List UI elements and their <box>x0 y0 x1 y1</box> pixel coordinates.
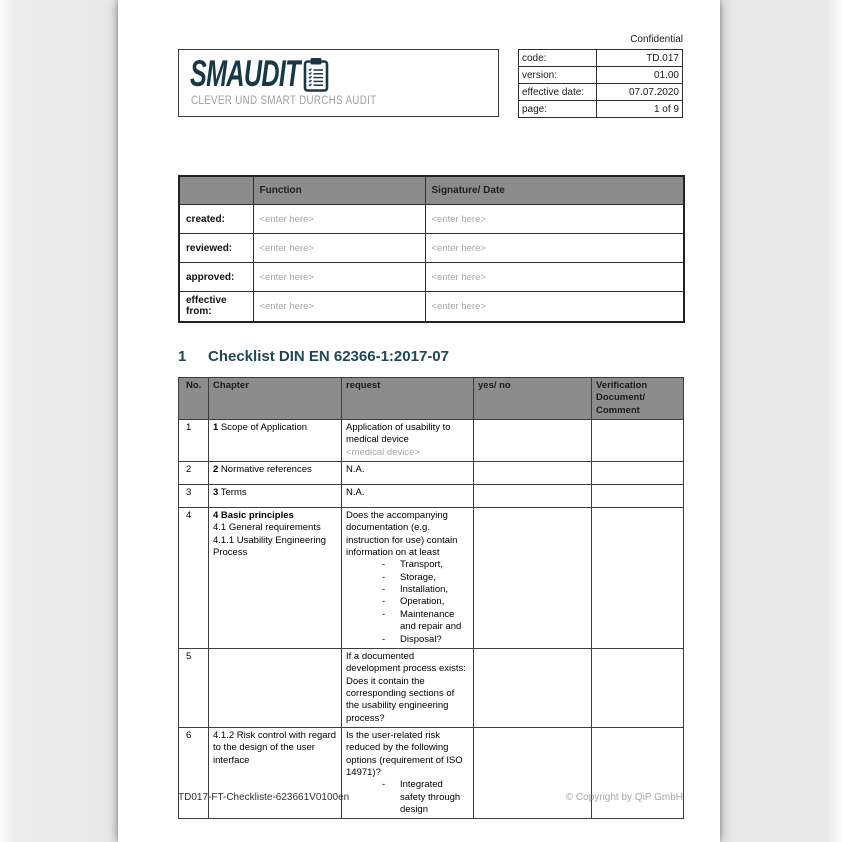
chapter-text: Normative references <box>218 464 312 476</box>
col-header-yes-no: yes/ no <box>474 378 592 420</box>
signature-date-entry-field[interactable]: <enter here> <box>425 263 684 292</box>
signature-col-signature-date: Signature/ Date <box>425 176 684 205</box>
chapter-text: 4.1 General requirements <box>213 522 321 534</box>
bullet-text: Integrated safety through design <box>400 779 461 815</box>
doc-info-table <box>518 49 683 118</box>
checklist-row <box>179 727 684 818</box>
request-text: N.A. <box>346 487 365 499</box>
col-header-no: No. <box>179 378 209 420</box>
clipboard-icon <box>303 57 329 98</box>
checklist-row <box>179 420 684 462</box>
signature-row-label: effective from: <box>179 292 253 322</box>
request-text: Is the user-related risk reduced by the following options (requirement of ISO 14971)? <box>346 729 463 778</box>
no-cell: 5 <box>179 648 209 727</box>
doc-info-row <box>519 84 683 101</box>
yes-no-cell[interactable] <box>474 420 592 462</box>
bullet-text: Operation, <box>400 596 445 608</box>
no-cell: 4 <box>179 508 209 649</box>
chapter-line <box>213 487 338 499</box>
logo-tagline: CLEVER UND SMART DURCHS AUDIT <box>191 95 377 107</box>
verification-comment-cell[interactable] <box>592 420 684 462</box>
request-cell <box>342 727 474 818</box>
chapter-line <box>213 730 338 767</box>
checklist-row <box>179 485 684 508</box>
chapter-text: 4.1.1 Usability Engineering Process <box>213 534 327 559</box>
request-placeholder[interactable]: <medical device> <box>346 446 420 458</box>
signature-col-function: Function <box>253 176 425 205</box>
chapter-text: 3 <box>213 487 219 499</box>
signature-row-label: created: <box>179 205 253 234</box>
yes-no-cell[interactable] <box>474 462 592 485</box>
logo-wordmark: SMAUDIT <box>190 53 300 94</box>
signature-date-entry-field[interactable]: <enter here> <box>425 205 684 234</box>
chapter-line <box>213 510 338 522</box>
signature-row <box>179 292 684 322</box>
chapter-text: Terms <box>218 487 247 499</box>
doc-info-row <box>519 67 683 84</box>
doc-info-value: TD.017 <box>597 50 683 67</box>
no-cell: 1 <box>179 420 209 462</box>
yes-no-cell[interactable] <box>474 648 592 727</box>
col-header-request: request <box>342 378 474 420</box>
footer-copyright: © Copyright by QiP GmbH <box>565 792 683 803</box>
bullet-text: Maintenance and repair and <box>400 608 462 633</box>
chapter-cell <box>209 485 342 508</box>
bullet-dash: - <box>382 596 386 608</box>
request-cell <box>342 462 474 485</box>
section-title: Checklist DIN EN 62366-1:2017-07 <box>208 348 449 365</box>
doc-info-value: 07.07.2020 <box>597 84 683 101</box>
signature-row <box>179 205 684 234</box>
chapter-cell <box>209 420 342 462</box>
doc-info-row <box>519 50 683 67</box>
chapter-text: 2 <box>213 464 219 476</box>
doc-info-label: version: <box>519 67 597 84</box>
doc-info-label: code: <box>519 50 597 67</box>
function-entry-field[interactable]: <enter here> <box>253 234 425 263</box>
footer-document-id: TD017-FT-Checkliste-623661V0100en <box>178 792 350 803</box>
no-cell: 3 <box>179 485 209 508</box>
section-heading <box>178 348 449 365</box>
doc-info-value: 01.00 <box>597 67 683 84</box>
checklist-row <box>179 508 684 649</box>
section-number: 1 <box>178 348 187 365</box>
chapter-cell <box>209 508 342 649</box>
logo-box <box>178 49 499 117</box>
function-entry-field[interactable]: <enter here> <box>253 263 425 292</box>
doc-info-row <box>519 101 683 118</box>
request-cell <box>342 508 474 649</box>
chapter-line <box>213 464 338 476</box>
verification-comment-cell[interactable] <box>592 727 684 818</box>
request-bullet <box>382 634 470 646</box>
request-text: Application of usability to medical device <box>346 422 451 446</box>
verification-comment-cell[interactable] <box>592 462 684 485</box>
confidential-label: Confidential <box>630 34 683 45</box>
signature-date-entry-field[interactable]: <enter here> <box>425 292 684 322</box>
no-cell: 2 <box>179 462 209 485</box>
request-bullet <box>382 572 470 584</box>
request-text: Does it contain the corresponding sections of the usability engineering process? <box>346 675 455 724</box>
yes-no-cell[interactable] <box>474 727 592 818</box>
no-cell: 6 <box>179 727 209 818</box>
request-cell <box>342 648 474 727</box>
verification-comment-cell[interactable] <box>592 508 684 649</box>
chapter-line <box>213 535 338 560</box>
signature-row-label: approved: <box>179 263 253 292</box>
yes-no-cell[interactable] <box>474 508 592 649</box>
doc-info-value: 1 of 9 <box>597 101 683 118</box>
bullet-dash: - <box>382 633 386 645</box>
verification-comment-cell[interactable] <box>592 485 684 508</box>
request-cell <box>342 420 474 462</box>
page-footer <box>178 792 683 803</box>
request-bullet <box>382 584 470 596</box>
chapter-line <box>213 422 338 434</box>
doc-info-label: page: <box>519 101 597 118</box>
col-header-verification: Verification Document/ Comment <box>592 378 684 420</box>
bullet-dash: - <box>382 559 386 571</box>
request-bullet <box>382 559 470 571</box>
bullet-dash: - <box>382 608 386 620</box>
bullet-dash: - <box>382 779 386 791</box>
chapter-cell <box>209 462 342 485</box>
checklist-row <box>179 462 684 485</box>
checklist-row <box>179 648 684 727</box>
bullet-text: Storage, <box>400 571 436 583</box>
signature-row <box>179 234 684 263</box>
request-bullet <box>382 609 470 634</box>
function-entry-field[interactable]: <enter here> <box>253 205 425 234</box>
bullet-text: Transport, <box>400 559 443 571</box>
function-entry-field[interactable]: <enter here> <box>253 292 425 322</box>
bullet-dash: - <box>382 571 386 583</box>
signature-row <box>179 263 684 292</box>
signature-header-row <box>179 176 684 205</box>
checklist-header-row <box>179 378 684 420</box>
signature-row-label: reviewed: <box>179 234 253 263</box>
col-header-chapter: Chapter <box>209 378 342 420</box>
request-cell <box>342 485 474 508</box>
request-bullet <box>382 596 470 608</box>
verification-comment-cell[interactable] <box>592 648 684 727</box>
chapter-text: 4 Basic principles <box>213 510 294 522</box>
chapter-cell <box>209 648 342 727</box>
checklist-table <box>178 377 684 819</box>
signature-date-entry-field[interactable]: <enter here> <box>425 234 684 263</box>
signature-corner-cell <box>179 176 253 205</box>
yes-no-cell[interactable] <box>474 485 592 508</box>
bullet-text: Installation, <box>400 584 449 596</box>
document-page <box>118 0 720 842</box>
chapter-text: Scope of Application <box>218 422 308 434</box>
chapter-text: 1 <box>213 422 219 434</box>
chapter-line <box>213 522 338 534</box>
signature-table <box>178 175 685 323</box>
chapter-cell <box>209 727 342 818</box>
bullet-text: Disposal? <box>400 633 442 645</box>
bullet-dash: - <box>382 584 386 596</box>
request-text: Does the accompanying documentation (e.g. instruction for use) contain information on at least <box>346 510 458 559</box>
chapter-text: 4.1.2 Risk control with regard to the design of the user interface <box>213 729 337 766</box>
request-text: If a documented development process exists: <box>346 650 466 675</box>
doc-info-label: effective date: <box>519 84 597 101</box>
request-text: N.A. <box>346 464 365 476</box>
